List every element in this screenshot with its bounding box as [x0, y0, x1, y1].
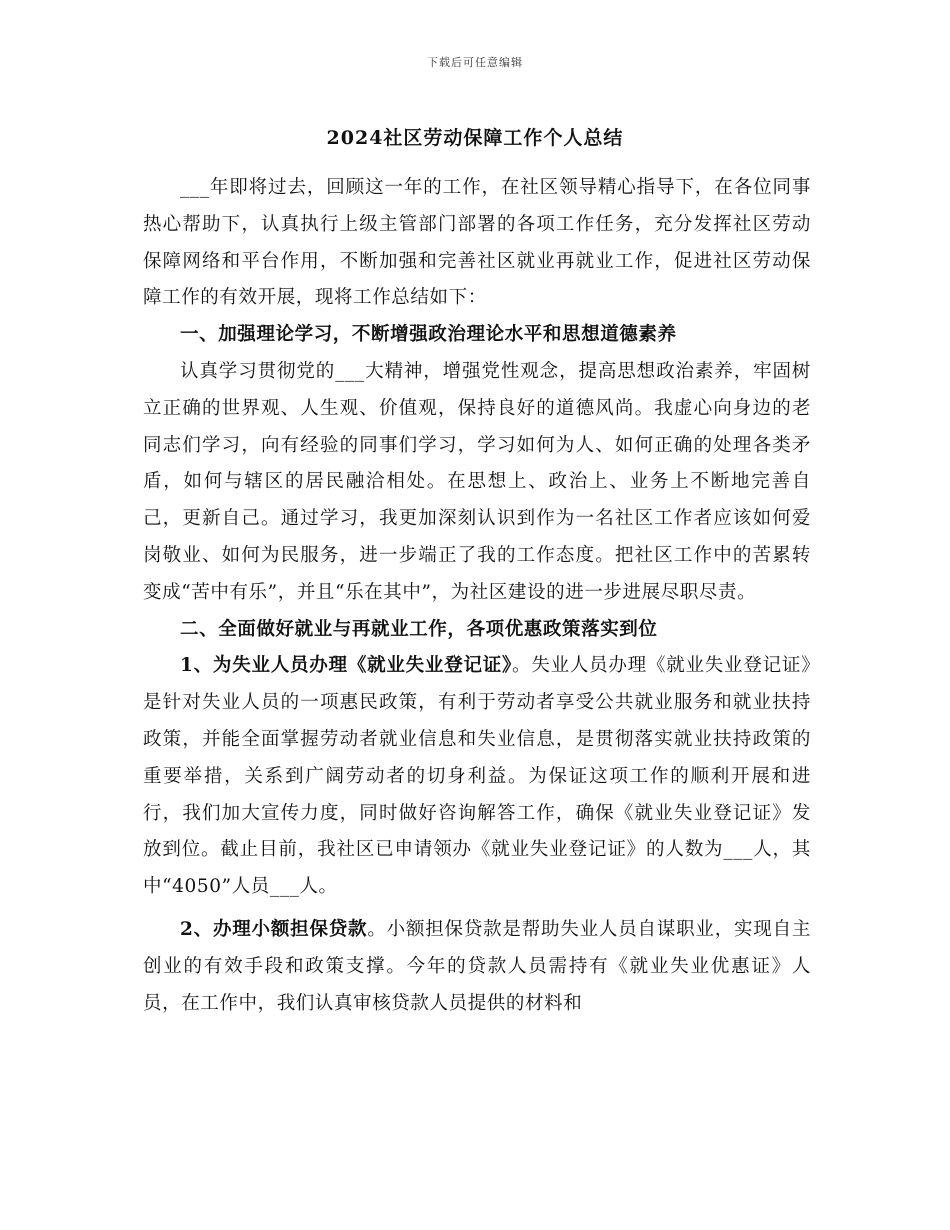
document-body: [143, 170, 811, 1022]
section-1-paragraph: 认真学习贯彻党的___大精神，增强党性观念，提高思想政治素养，牢固树立正确的世界观、人生观、价值观，保持良好的道德风尚。我虚心向身边的老同志们学习，向有经验的同事们学习，学习如何为人、如何正确的处理各类矛盾，如何与辖区的居民融洽相处。在思想上、政治上、业务上不断地完善自己，更新自己。通过学习，我更加深刻认识到作为一名社区工作者应该如何爱岗敬业、如何为民服务，进一步端正了我的工作态度。把社区工作中的苦累转变成“苦中有乐”，并且“乐在其中”，为社区建设的进一步进展尽职尽责。: [143, 360, 811, 603]
intro-paragraph: ___年即将过去，回顾这一年的工作，在社区领导精心指导下，在各位同事热心帮助下，认真执行上级主管部门部署的各项工作任务，充分发挥社区劳动保障网络和平台作用，不断加强和完善社区就业再就业工作，促进社区劳动保障工作的有效开展，现将工作总结如下：: [143, 177, 811, 309]
item-2-body: 。小额担保贷款是帮助失业人员自谋职业，实现自主创业的有效手段和政策支撑。今年的贷款人员需持有《就业失业优惠证》人员，在工作中，我们认真审核贷款人员提供的材料和: [143, 918, 812, 1014]
item-2-paragraph: [143, 912, 811, 1022]
section-heading-1: 一、加强理论学习，不断增强政治理论水平和思想道德素养: [180, 324, 677, 346]
header-note: 下载后可任意编辑: [427, 56, 523, 69]
document-title: 2024社区劳动保障工作个人总结: [326, 127, 624, 149]
item-2-lead: 2、办理小额担保贷款: [180, 918, 368, 940]
section-heading-2: 二、全面做好就业与再就业工作，各项优惠政策落实到位: [180, 618, 658, 640]
item-1-paragraph: [143, 648, 811, 906]
item-1-lead: 1、为失业人员办理《就业失业登记证》: [180, 655, 513, 677]
item-1-body: 。失业人员办理《就业失业登记证》是针对失业人员的一项惠民政策，有利于劳动者享受公共就业服务和就业扶持政策，并能全面掌握劳动者就业信息和失业信息，是贯彻落实就业扶持政策的重要举措，关系到广阔劳动者的切身利益。为保证这项工作的顺利开展和进行，我们加大宣传力度，同时做好咨询解答工作，确保《就业失业登记证》发放到位。截止目前，我社区已申请领办《就业失业登记证》的人数为___人，其中“4050”人员___人。: [143, 655, 811, 898]
